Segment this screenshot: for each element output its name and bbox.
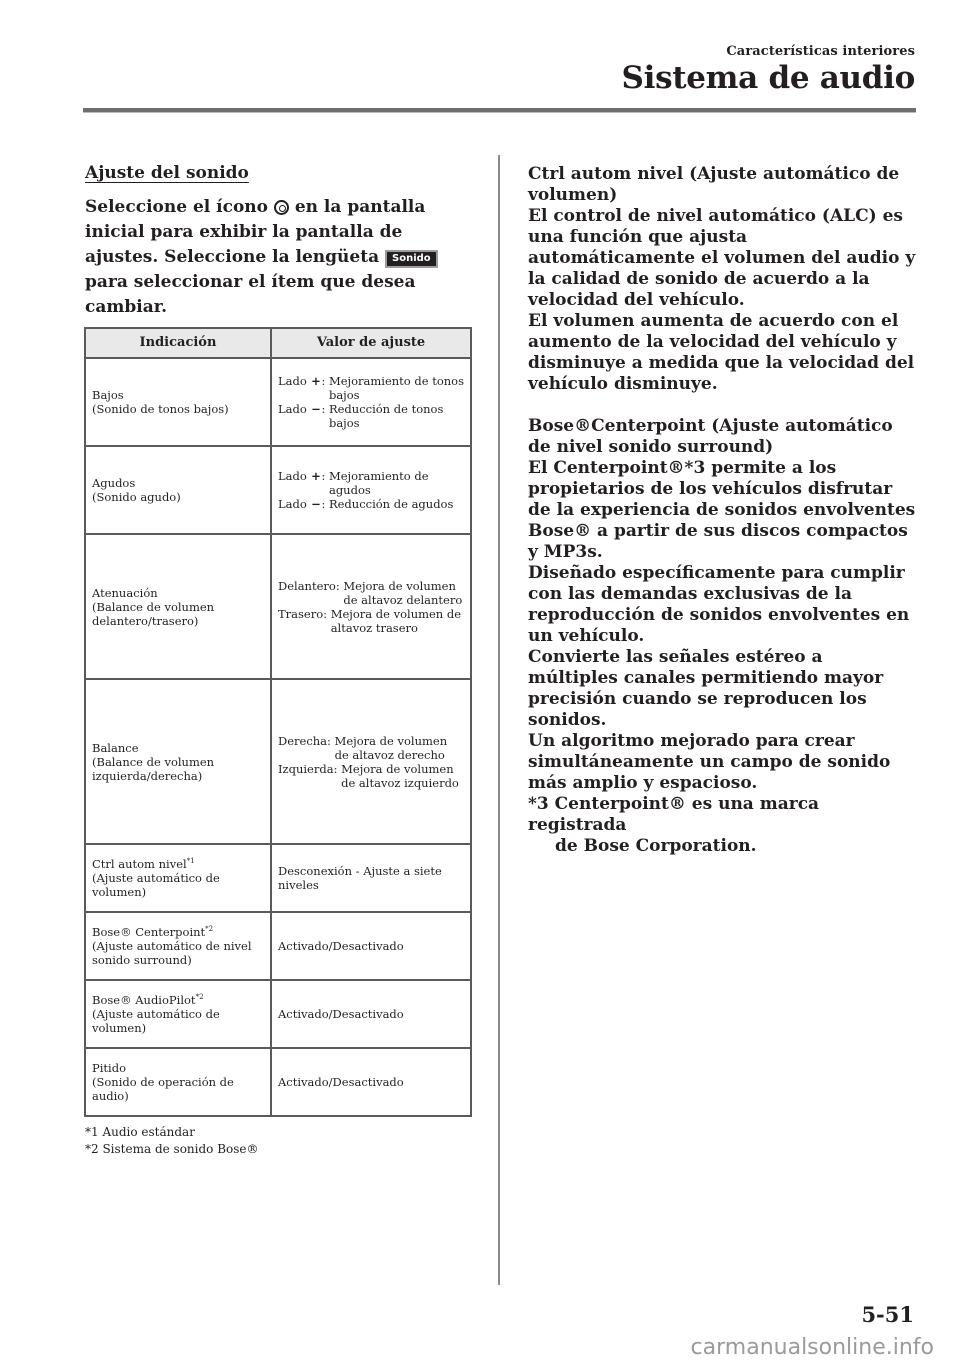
sound-tab-chip: Sonido <box>385 250 438 268</box>
left-column <box>85 163 475 320</box>
table-row <box>85 679 471 844</box>
value-label: Trasero: <box>278 606 331 621</box>
value-label: Delantero: <box>278 578 344 593</box>
alc-paragraph-2: El volumen aumenta de acuerdo con el aumento de la velocidad del vehículo y disminuye a medida que la velocidad del vehículo disminuye. <box>528 311 915 394</box>
indication-cell <box>85 1048 271 1116</box>
indication-sub: (Sonido de tonos bajos) <box>92 402 229 416</box>
value-text: Mejora de volumen de altavoz trasero <box>330 606 462 635</box>
value-text: Mejora de volumen de altavoz delantero <box>343 578 463 607</box>
value-label: Lado +: <box>278 374 329 388</box>
indication-cell <box>85 534 271 679</box>
value-text: Mejoramiento de agudos <box>328 469 429 497</box>
value-text: Activado/Desactivado <box>278 1007 404 1021</box>
column-divider <box>498 155 500 1285</box>
value-cell <box>271 844 471 912</box>
watermark-link[interactable]: carmanualsonline.info <box>690 1335 934 1360</box>
section-subtitle: Características interiores <box>726 44 915 59</box>
table-row <box>85 534 471 679</box>
indication-sub: (Ajuste automático de volumen) <box>92 1007 220 1035</box>
value-text: Activado/Desactivado <box>278 1075 404 1089</box>
page-title: Sistema de audio <box>621 60 915 96</box>
value-label: Lado −: <box>278 402 329 416</box>
value-text: Activado/Desactivado <box>278 939 404 953</box>
value-cell <box>271 358 471 446</box>
footnote-2: *2 Sistema de sonido Bose® <box>85 1142 259 1156</box>
intro-text-1: Seleccione el ícono <box>85 197 274 217</box>
col-header-indication: Indicación <box>85 328 271 358</box>
indication-main: Ctrl autom nivel <box>92 857 187 871</box>
plus-icon: + <box>311 374 321 388</box>
value-line <box>278 469 464 497</box>
indication-sub: (Ajuste automático de volumen) <box>92 871 220 899</box>
value-line <box>278 734 464 762</box>
indication-sub: (Ajuste automático de nivel sonido surround) <box>92 939 252 967</box>
alc-title: Ctrl autom nivel (Ajuste automático de volumen) <box>528 164 900 205</box>
col-header-value: Valor de ajuste <box>271 328 471 358</box>
intro-text-3: para seleccionar el ítem que desea cambiar. <box>85 272 416 317</box>
footnote-marker: *1 <box>186 857 195 866</box>
value-label: Derecha: <box>278 733 335 748</box>
value-label: Izquierda: <box>278 761 342 776</box>
value-line <box>278 607 464 635</box>
indication-main: Balance <box>92 740 139 755</box>
footnote-marker: *2 <box>195 993 204 1002</box>
value-line <box>278 579 464 607</box>
centerpoint-paragraph-3: Convierte las señales estéreo a múltiples canales permitiendo mayor precisión cuando se reproducen los sonidos. <box>528 647 884 730</box>
indication-main: Bose® AudioPilot <box>92 993 196 1007</box>
centerpoint-paragraph-1: El Centerpoint®*3 permite a los propietarios de los vehículos disfrutar de la experiencia de sonidos envolventes Bose® a partir de sus discos compactos y MP3s. <box>528 458 916 562</box>
table-row <box>85 844 471 912</box>
value-line <box>278 374 464 402</box>
indication-sub: (Balance de volumen delantero/trasero) <box>92 599 215 628</box>
footnote-3-line-2: de Bose Corporation. <box>555 836 757 856</box>
indication-cell <box>85 980 271 1048</box>
value-label: Lado −: <box>278 497 329 511</box>
value-text: Desconexión - Ajuste a siete niveles <box>278 864 442 892</box>
intro-paragraph <box>85 195 475 320</box>
value-text: Mejoramiento de tonos bajos <box>328 374 464 402</box>
minus-icon: − <box>311 497 321 511</box>
indication-cell <box>85 844 271 912</box>
page-number: 5-51 <box>861 1302 914 1327</box>
indication-main: Agudos <box>92 476 136 490</box>
indication-sub: (Balance de volumen izquierda/derecha) <box>92 754 215 783</box>
value-label: Lado +: <box>278 469 329 483</box>
minus-icon: − <box>311 402 321 416</box>
value-text: Reducción de agudos <box>328 497 454 511</box>
indication-cell <box>85 679 271 844</box>
section-title: Ajuste del sonido <box>85 163 249 183</box>
value-cell <box>271 679 471 844</box>
value-cell <box>271 1048 471 1116</box>
value-text: Mejora de volumen de altavoz derecho <box>334 733 448 762</box>
value-cell <box>271 980 471 1048</box>
intro-text-2: en la pantalla inicial para exhibir la pantalla de ajustes. Seleccione la lengüeta <box>85 197 426 267</box>
value-line <box>278 402 464 430</box>
indication-cell <box>85 446 271 534</box>
value-text: Reducción de tonos bajos <box>328 402 444 430</box>
table-row <box>85 358 471 446</box>
indication-main: Pitido <box>92 1061 127 1075</box>
indication-main: Atenuación <box>92 585 158 600</box>
table-footnotes <box>85 1124 259 1158</box>
value-text: Mejora de volumen de altavoz izquierdo <box>341 761 459 790</box>
alc-paragraph-1: El control de nivel automático (ALC) es una función que ajusta automáticamente el volumen del audio y la calidad de sonido de acuerdo a la velocidad del vehículo. <box>528 206 916 310</box>
indication-sub: (Sonido de operación de audio) <box>92 1075 234 1103</box>
indication-main: Bajos <box>92 388 124 402</box>
right-column <box>528 164 918 857</box>
settings-gear-icon <box>274 200 289 215</box>
centerpoint-paragraph-4: Un algoritmo mejorado para crear simultáneamente un campo de sonido más amplio y espacioso. <box>528 731 891 793</box>
value-line <box>278 762 464 790</box>
value-line <box>278 497 464 511</box>
table-row <box>85 1048 471 1116</box>
indication-main: Bose® Centerpoint <box>92 925 206 939</box>
value-cell <box>271 912 471 980</box>
header-rule <box>83 108 916 113</box>
table-row <box>85 980 471 1048</box>
value-cell <box>271 446 471 534</box>
footnote-marker: *2 <box>205 925 214 934</box>
footnote-1: *1 Audio estándar <box>85 1125 195 1139</box>
footnote-3-line-1: *3 Centerpoint® es una marca registrada <box>528 794 820 835</box>
indication-cell <box>85 358 271 446</box>
indication-cell <box>85 912 271 980</box>
table-row <box>85 446 471 534</box>
value-cell <box>271 534 471 679</box>
plus-icon: + <box>311 469 321 483</box>
table-row <box>85 912 471 980</box>
centerpoint-paragraph-2: Diseñado específicamente para cumplir con las demandas exclusivas de la reproducción de sonidos envolventes en un vehículo. <box>528 563 910 646</box>
indication-sub: (Sonido agudo) <box>92 490 181 504</box>
centerpoint-title: Bose®Centerpoint (Ajuste automático de nivel sonido surround) <box>528 416 893 457</box>
sound-settings-table <box>84 327 472 1117</box>
